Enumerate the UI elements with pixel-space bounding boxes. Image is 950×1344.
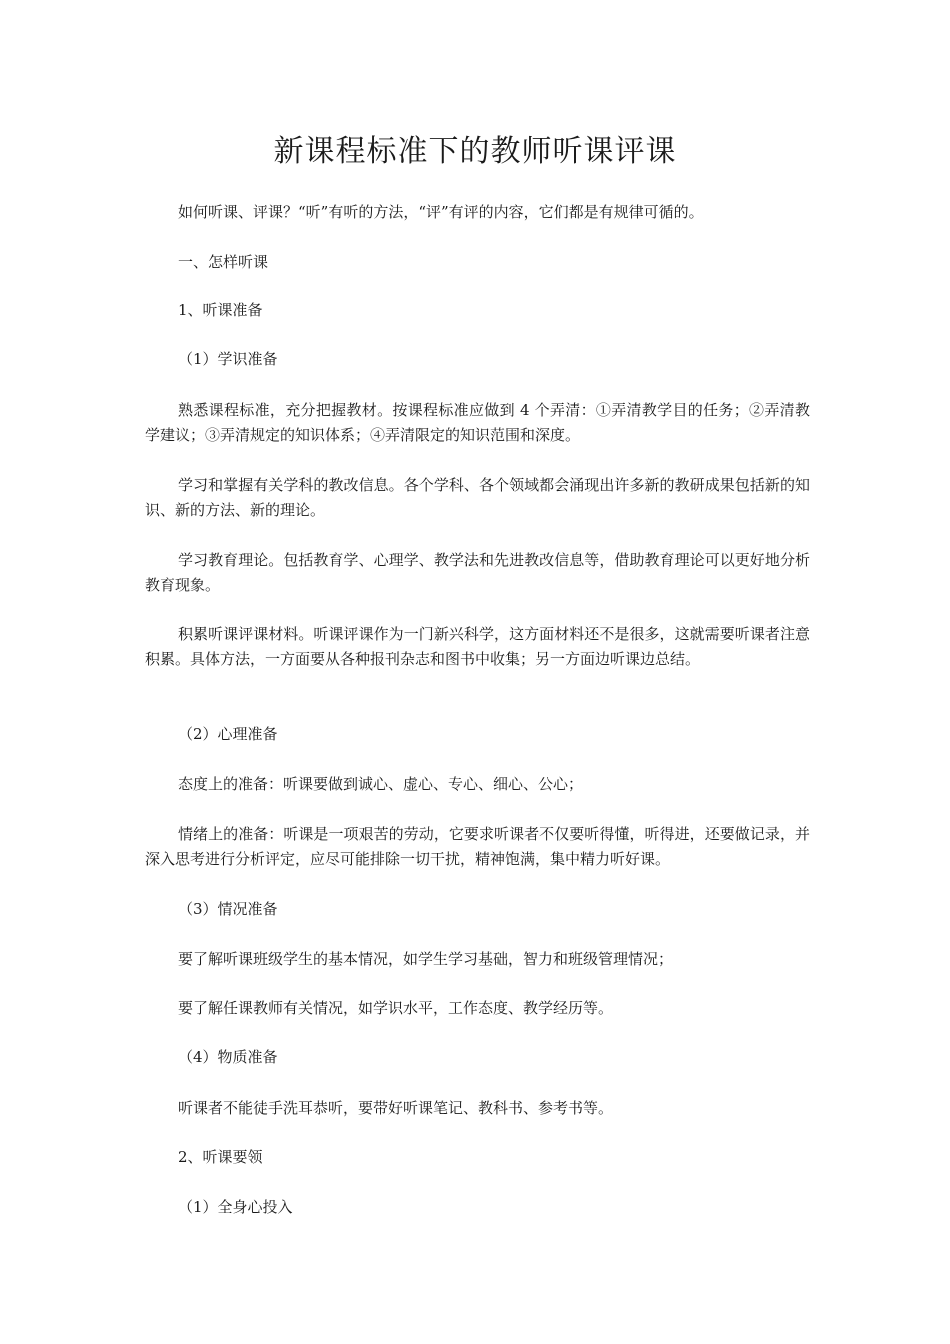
paragraph-bring-materials: 听课者不能徒手洗耳恭听，要带好听课笔记、教科书、参考书等。 [178, 1099, 614, 1117]
item-heading-full-engagement: （1）全身心投入 [178, 1198, 293, 1216]
section-heading-how-to-listen: 一、怎样听课 [178, 253, 269, 271]
paragraph-attitude-prep: 态度上的准备：听课要做到诚心、虚心、专心、细心、公心； [178, 775, 584, 793]
document-title: 新课程标准下的教师听课评课 [273, 134, 677, 169]
item-heading-knowledge-prep: （1）学识准备 [178, 350, 278, 368]
paragraph-student-situation: 要了解听课班级学生的基本情况，如学生学习基础，智力和班级管理情况； [178, 950, 674, 968]
paragraph-education-theory: 学习教育理论。包括教育学、心理学、教学法和先进教改信息等，借助教育理论可以更好地分析教育现象。 [145, 551, 810, 594]
subsection-heading-preparation: 1、听课准备 [178, 301, 263, 319]
item-heading-material-prep: （4）物质准备 [178, 1048, 278, 1066]
paragraph-teacher-situation: 要了解任课教师有关情况，如学识水平，工作态度、教学经历等。 [178, 999, 614, 1017]
paragraph-emotion-prep: 情绪上的准备：听课是一项艰苦的劳动，它要求听课者不仅要听得懂，听得进，还要做记录，并深入思考进行分析评定，应尽可能排除一切干扰，精神饱满，集中精力听好课。 [145, 825, 810, 868]
item-heading-mental-prep: （2）心理准备 [178, 725, 278, 743]
item-heading-situation-prep: （3）情况准备 [178, 900, 278, 918]
paragraph-accumulate-materials: 积累听课评课材料。听课评课作为一门新兴科学，这方面材料还不是很多，这就需要听课者注意积累。具体方法，一方面要从各种报刊杂志和图书中收集；另一方面边听课边总结。 [145, 625, 810, 668]
subsection-heading-listening-essentials: 2、听课要领 [178, 1148, 263, 1166]
paragraph-reform-information: 学习和掌握有关学科的教改信息。各个学科、各个领域都会涌现出许多新的教研成果包括新的知识、新的方法、新的理论。 [145, 476, 810, 519]
paragraph-curriculum-standards: 熟悉课程标准，充分把握教材。按课程标准应做到 4 个弄清：①弄清教学目的任务；②弄清教学建议；③弄清规定的知识体系；④弄清限定的知识范围和深度。 [145, 401, 810, 444]
intro-paragraph: 如何听课、评课？“听”有听的方法，“评”有评的内容，它们都是有规律可循的。 [178, 203, 704, 221]
